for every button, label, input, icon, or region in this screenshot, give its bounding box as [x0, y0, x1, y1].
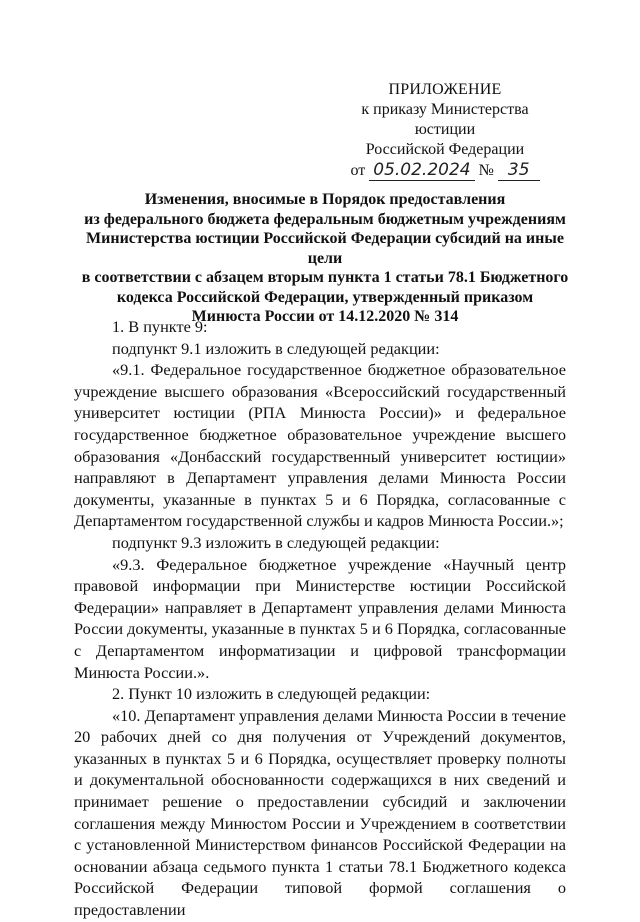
- appendix-title: ПРИЛОЖЕНИЕ: [388, 81, 502, 98]
- appendix-header: [330, 80, 560, 181]
- paragraph: подпункт 9.1 изложить в следующей редакции:: [112, 338, 440, 358]
- quoted-paragraph: «9.3. Федеральное бюджетное учреждение «Научный центр правовой информации при Министерстве юстиции Российской Федерации» направляет в Департамент управления делами Минюста России документы, указанные в пунктах 5 и 6 Порядка, согласованные с Департаментом информатизации и цифровой трансформации Минюста России.».: [74, 554, 567, 682]
- heading-line: Изменения, вносимые в Порядок предоставления: [144, 191, 506, 208]
- number-label: №: [478, 162, 494, 179]
- heading-line: кодекса Российской Федерации, утвержденный приказом: [116, 288, 534, 306]
- heading-line: Минюста России от 14.12.2020 № 314: [191, 308, 459, 325]
- appendix-country-line: Российской Федерации: [365, 141, 525, 158]
- heading-line: в соответствии с абзацем вторым пункта 1 статьи 78.1 Бюджетного: [81, 269, 569, 286]
- heading-line: Министерства юстиции Российской Федерации субсидий на иные цели: [86, 230, 564, 267]
- item-paragraph: 2. Пункт 10 изложить в следующей редакции:: [112, 684, 431, 704]
- item-paragraph: 1. В пункте 9:: [112, 317, 208, 336]
- appendix-date-line: [350, 160, 539, 181]
- handwritten-date: 05.02.2024: [369, 160, 474, 181]
- heading-line: из федерального бюджета федеральным бюджетным учреждениям: [84, 210, 566, 228]
- from-label: от: [350, 162, 366, 179]
- appendix-order-line: к приказу Министерства юстиции: [361, 101, 529, 138]
- paragraph: подпункт 9.3 изложить в следующей редакции:: [112, 532, 440, 552]
- handwritten-number: 35: [498, 160, 540, 181]
- document-body: [74, 316, 566, 921]
- quoted-paragraph: «9.1. Федеральное государственное бюджетное образовательное учреждение высшего образования «Всероссийский государственный университет юстиции (РПА Минюста России)» и федеральное государственное бюджетное образовательное учреждение высшего образования «Донбасский государственный университет юстиции» направляют в Департамент управления делами Минюста России документы, указанные в пунктах 5 и 6 Порядка, согласованные с Департаментом государственной службы и кадров Минюста России.»;: [74, 360, 566, 531]
- document-heading: [70, 190, 580, 327]
- quoted-paragraph: «10. Департамент управления делами Минюста России в течение 20 рабочих дней со дня получения от Учреждений документов, указанных в пунктах 5 и 6 Порядка, осуществляет проверку полноты и документальной обоснованности содержащихся в них сведений и принимает решение о предоставлении субсидий и заключении соглашения между Минюстом России и Учреждением в соответствии с установленной Министерством финансов Российской Федерации на основании абзаца седьмого пункта 1 статьи 78.1 Бюджетного кодекса Российской Федерации типовой формой соглашения о предоставлении: [74, 705, 566, 920]
